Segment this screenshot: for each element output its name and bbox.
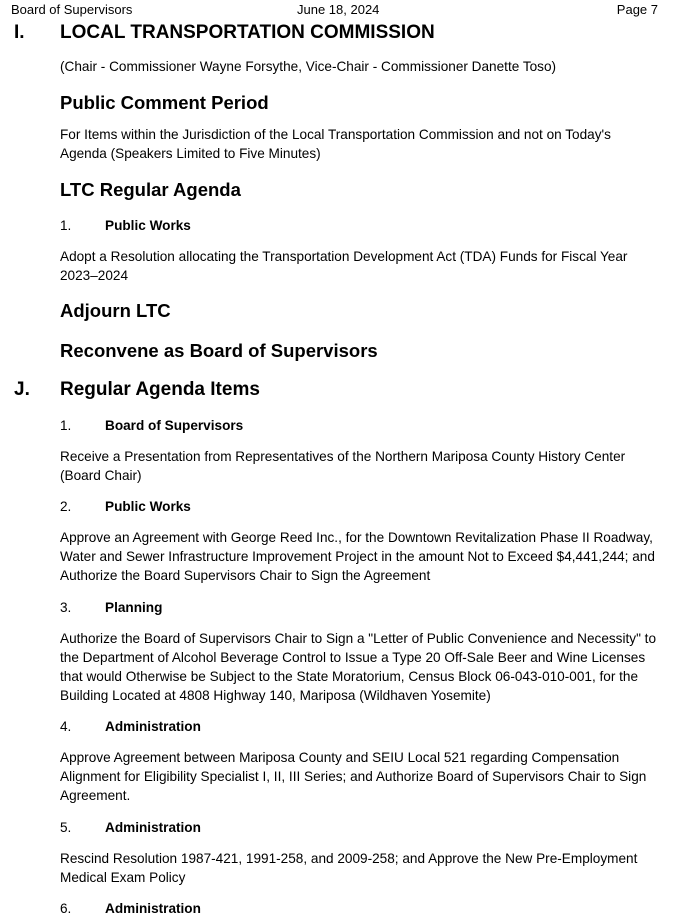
agenda-item-2: [60, 499, 191, 514]
item-number: 5.: [60, 820, 72, 835]
item-number: 1.: [60, 218, 72, 233]
item-title: Board of Supervisors: [105, 418, 244, 433]
section-j-title: Regular Agenda Items: [60, 379, 260, 400]
agenda-item-4: [60, 719, 201, 734]
header-date: June 18, 2024: [297, 2, 380, 17]
adjourn-heading: Adjourn LTC: [60, 300, 171, 321]
agenda-item-3-text: Authorize the Board of Supervisors Chair to Sign a "Letter of Public Convenience and Necessity" to the Department of Alcohol Beverage Control to Issue a Type 20 Off-Sale Beer and Wine Licenses that would Otherwise be Subject to the State Moratorium, Census Block 06-043-010-001, for the Building Located at 4808 Highway 140, Mariposa (Wildhaven Yosemite): [60, 631, 657, 703]
section-i-letter: I.: [14, 22, 25, 43]
item-title: Public Works: [105, 218, 191, 233]
ltc-agenda-heading: LTC Regular Agenda: [60, 179, 241, 200]
section-i-subtitle: (Chair - Commissioner Wayne Forsythe, Vice-Chair - Commissioner Danette Toso): [60, 59, 557, 74]
agenda-item-6: [60, 901, 201, 916]
item-title: Administration: [105, 820, 201, 835]
item-number: 6.: [60, 901, 72, 916]
item-number: 2.: [60, 499, 72, 514]
agenda-item-1: [60, 418, 243, 433]
item-number: 1.: [60, 418, 72, 433]
agenda-item-3: [60, 600, 162, 615]
item-title: Planning: [105, 600, 163, 615]
public-comment-heading: Public Comment Period: [60, 92, 269, 113]
ltc-agenda-item-text: Adopt a Resolution allocating the Transportation Development Act (TDA) Funds for Fiscal Year 2023–2024: [60, 249, 628, 283]
header-board-name: Board of Supervisors: [11, 2, 133, 17]
agenda-item-4-text: Approve Agreement between Mariposa County and SEIU Local 521 regarding Compensation Alignment for Eligibility Specialist I, II, III Series; and Authorize Board of Supervisors Chair to Sign Agreement.: [60, 750, 647, 803]
item-title: Administration: [105, 719, 201, 734]
item-number: 4.: [60, 719, 72, 734]
ltc-agenda-item: [60, 218, 191, 233]
agenda-item-5: [60, 820, 201, 835]
reconvene-heading: Reconvene as Board of Supervisors: [60, 340, 378, 361]
item-title: Administration: [105, 901, 201, 916]
header-page-number: Page 7: [616, 2, 658, 17]
agenda-item-2-text: Approve an Agreement with George Reed Inc., for the Downtown Revitalization Phase II Roadway, Water and Sewer Infrastructure Improvement Project in the amount Not to Exceed $4,441,244; and Authorize the Board Supervisors Chair to Sign the Agreement: [60, 530, 655, 583]
agenda-item-5-text: Rescind Resolution 1987-421, 1991-258, and 2009-258; and Approve the New Pre-Employment Medical Exam Policy: [60, 851, 638, 885]
section-j-letter: J.: [14, 379, 30, 400]
agenda-item-1-text: Receive a Presentation from Representatives of the Northern Mariposa County History Center (Board Chair): [60, 449, 626, 483]
public-comment-text: For Items within the Jurisdiction of the Local Transportation Commission and not on Today's Agenda (Speakers Limited to Five Minutes): [60, 127, 611, 161]
item-title: Public Works: [105, 499, 191, 514]
item-number: 3.: [60, 600, 72, 615]
section-i-title: LOCAL TRANSPORTATION COMMISSION: [60, 22, 435, 43]
